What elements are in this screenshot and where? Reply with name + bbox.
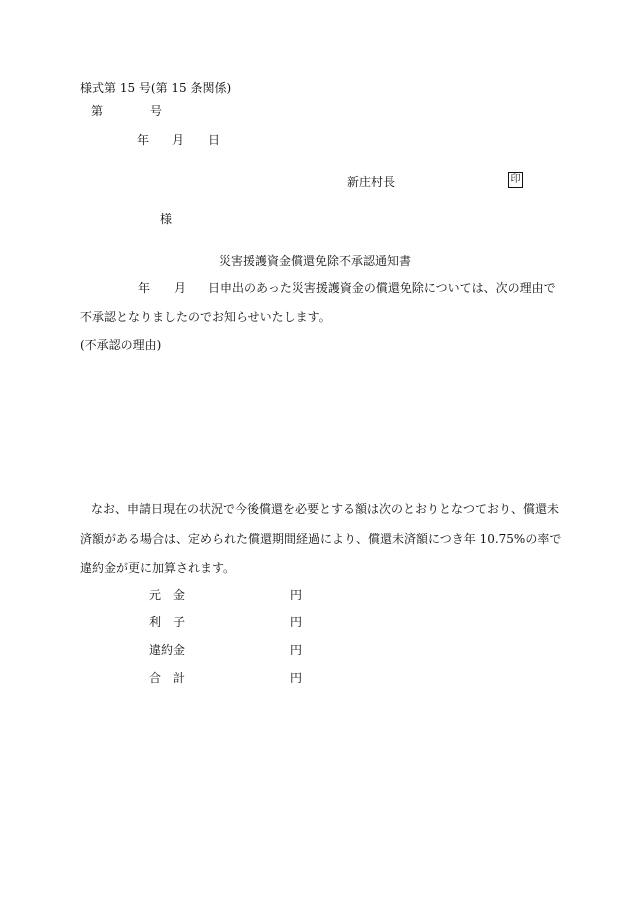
reason-heading: (不承認の理由) (80, 338, 162, 352)
notice-line-2: 済額がある場合は、定められた償還期間経過により、償還未済額につき年 10.75%の率で (80, 532, 562, 546)
amount-penalty-label: 違約金 (149, 643, 186, 657)
amount-total-label: 合 計 (149, 671, 186, 685)
recipient-honorific: 様 (160, 212, 173, 226)
amount-interest-unit: 円 (290, 615, 303, 629)
amount-interest-label: 利 子 (149, 615, 186, 629)
notice-line-3: 違約金が更に加算されます。 (80, 561, 236, 575)
amount-total-unit: 円 (290, 671, 303, 685)
amount-principal-unit: 円 (290, 588, 303, 602)
date-day: 日 (208, 133, 221, 147)
number-prefix: 第 (91, 104, 104, 118)
body-month: 月 (174, 281, 187, 295)
document-title: 災害援護資金償還免除不承認通知書 (219, 254, 412, 268)
date-month: 月 (172, 133, 185, 147)
seal-mark: 印 (508, 172, 523, 188)
body-line-2: 不承認となりましたのでお知らせいたします。 (80, 310, 331, 324)
notice-line-1: なお、申請日現在の状況で今後償還を必要とする額は次のとおりとなつており、償還未 (91, 502, 560, 516)
body-year: 年 (138, 281, 151, 295)
number-suffix: 号 (150, 104, 163, 118)
body-line-1: 日申出のあった災害援護資金の償還免除については、次の理由で (208, 281, 556, 295)
date-year: 年 (137, 133, 150, 147)
amount-penalty-unit: 円 (290, 643, 303, 657)
issuer-title: 新庄村長 (347, 175, 396, 189)
form-label: 様式第 15 号(第 15 条関係) (80, 81, 232, 95)
amount-principal-label: 元 金 (149, 588, 186, 602)
